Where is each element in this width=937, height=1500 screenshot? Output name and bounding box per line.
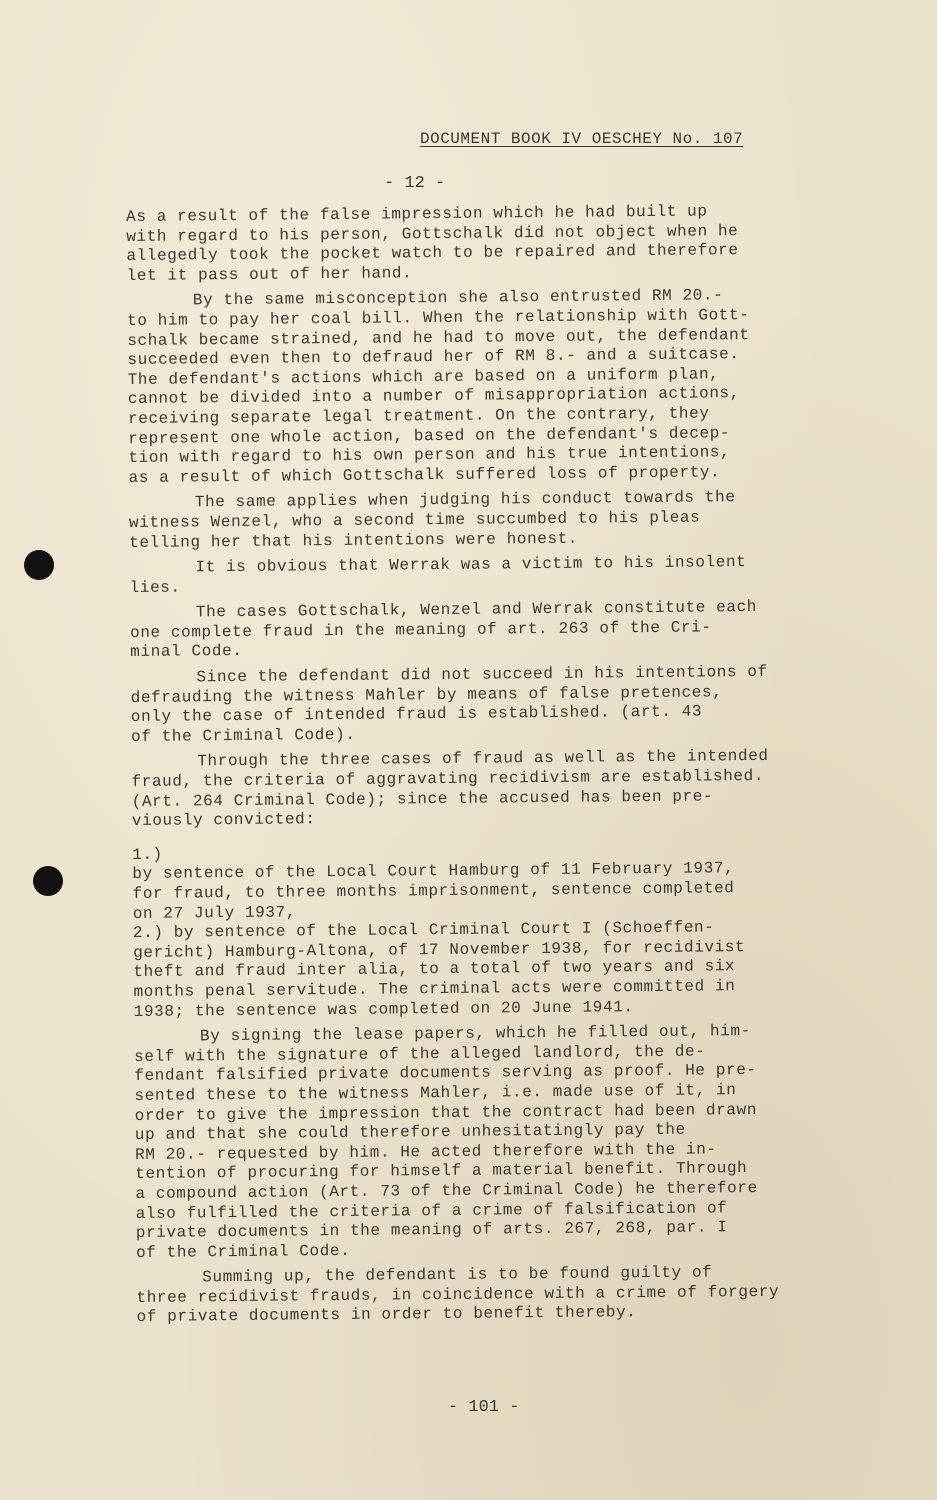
text-line: for fraud, to three months imprisonment, sentence completed [132, 879, 735, 903]
text-line: The cases Gottschalk, Wenzel and Werrak constitute each [195, 598, 758, 622]
text-line: up and that she could therefore unhesitatingly pay the [134, 1120, 686, 1145]
paragraph [126, 201, 867, 286]
text-line: receiving separate legal treatment. On the contrary, they [127, 404, 710, 428]
text-line: tention of procuring for himself a material benefit. Through [135, 1159, 748, 1184]
text-line: gericht) Hamburg-Altona, of 17 November 1938, for recidivist [133, 937, 746, 962]
text-line: only the case of intended fraud is established. (art. 43 [130, 702, 703, 727]
text-line: order to give the impression that the contract had been drawn [134, 1100, 758, 1125]
text-line: schalk became strained, and he had to move out, the defendant [127, 325, 750, 350]
paragraph [134, 1021, 876, 1263]
paragraph [136, 1262, 877, 1328]
text-line: a compound action (Art. 73 of the Criminal Code) he therefore [135, 1178, 758, 1203]
text-line: viously convicted: [131, 810, 316, 831]
text-line: as a result of which Gottschalk suffered loss of property. [128, 463, 721, 487]
text-line: sented these to the witness Mahler, i.e. made use of it, in [134, 1081, 737, 1105]
paragraph [130, 597, 871, 663]
text-line: 1.) [132, 845, 163, 864]
footer-number: - 101 - [448, 1398, 520, 1417]
page-number: - 12 - [384, 174, 446, 193]
text-line: defrauding the witness Mahler by means of false pretences, [130, 682, 723, 707]
document-header: DOCUMENT BOOK IV OESCHEY No. 107 [420, 130, 744, 148]
text-line: Summing up, the defendant is to be found guilty of [202, 1263, 713, 1287]
text-line: Through the three cases of fraud as well as the intended [197, 747, 769, 771]
text-line: represent one whole action, based on the defendant's decep- [128, 423, 731, 448]
text-line: The defendant's actions which are based on a uniform plan, [127, 365, 720, 389]
text-line: RM 20.- requested by him. He acted therefore with the in- [135, 1140, 717, 1164]
text-line: three recidivist frauds, in coincidence with a crime of forgery [136, 1282, 780, 1307]
text-line: telling her that his intentions were honest. [129, 529, 579, 552]
text-line: The same applies when judging his conduct towards the [194, 488, 736, 512]
text-line: let it pass out of her hand. [126, 264, 413, 285]
text-line: minal Code. [130, 642, 243, 662]
text-line: one complete fraud in the meaning of art. 263 of the Cri- [129, 618, 712, 642]
text-line: succeeded even then to defraud her of RM 8.- and a suitcase. [127, 345, 740, 370]
text-line: with regard to his person, Gottschalk did not object when he [126, 221, 739, 246]
text-line: As a result of the false impression which he had built up [126, 202, 708, 226]
text-line: fendant falsified private documents serving as proof. He pre- [134, 1061, 757, 1086]
text-line: of the Criminal Code. [135, 1241, 351, 1262]
paragraph [127, 285, 869, 488]
text-line: by sentence of the Local Court Hamburg of 11 February 1937, [132, 859, 735, 884]
text-line: on 27 July 1937, [132, 902, 297, 923]
text-line: Since the defendant did not succeed in his intentions of [196, 662, 768, 687]
text-line: (Art. 264 Criminal Code); since the accused has been pre- [131, 787, 714, 811]
text-line: to him to pay her coal bill. When the relationship with Gott- [126, 305, 750, 330]
text-line: 2.) by sentence of the Local Criminal Court I (Schoeffen- [132, 918, 715, 943]
paragraph [129, 487, 870, 553]
paragraph [132, 839, 874, 1022]
text-line: allegedly took the pocket watch to be repaired and therefore [126, 241, 739, 266]
text-line: lies. [129, 578, 181, 597]
text-line: of private documents in order to benefit thereby. [136, 1303, 637, 1327]
text-line: self with the signature of the alleged landlord, the de- [134, 1042, 706, 1066]
text-line: theft and fraud inter alia, to a total of two years and six [133, 957, 736, 982]
text-line: cannot be divided into a number of misappropriation actions, [127, 384, 740, 409]
text-line: months penal servitude. The criminal acts were committed in [133, 977, 736, 1001]
text-line: of the Criminal Code). [130, 725, 356, 746]
text-line: By the same misconception she also entrusted RM 20.- [192, 286, 724, 310]
punch-hole-bottom [33, 866, 63, 896]
paragraph [130, 662, 871, 747]
text-line: 1938; the sentence was completed on 20 June 1941. [133, 997, 634, 1021]
text-line: private documents in the meaning of arts. 267, 268, par. I [135, 1218, 728, 1243]
text-line: tion with regard to his own person and his true intentions, [128, 443, 731, 468]
paragraph [131, 746, 872, 831]
text-line: also fulfilled the criteria of a crime of falsification of [135, 1198, 728, 1223]
text-line: By signing the lease papers, which he filled out, him- [199, 1022, 751, 1046]
document-body [126, 201, 877, 1328]
text-line: witness Wenzel, who a second time succumbed to his pleas [128, 508, 701, 532]
punch-hole-top [24, 550, 54, 580]
text-line: It is obvious that Werrak was a victim to his insolent [195, 553, 747, 577]
text-line: fraud, the criteria of aggravating recidivism are established. [131, 766, 765, 792]
